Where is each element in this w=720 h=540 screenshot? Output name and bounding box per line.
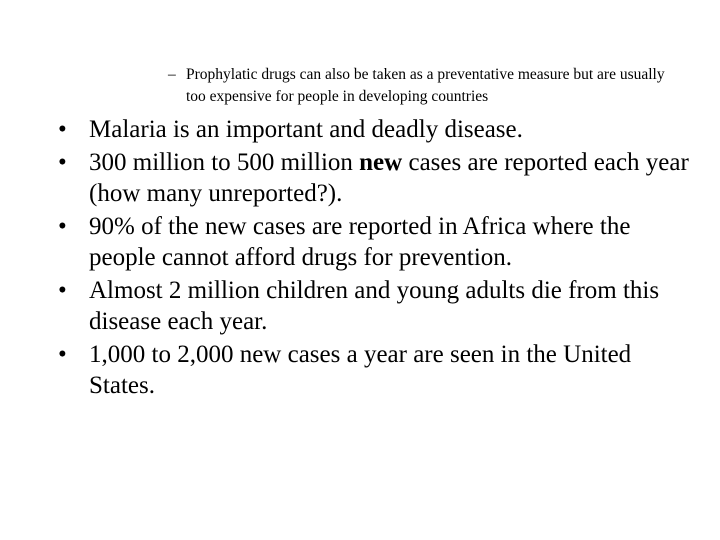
bullet-item-africa xyxy=(58,211,698,273)
bullet-marker: • xyxy=(58,116,67,143)
sub-bullet-dash: – xyxy=(168,66,176,83)
bullet-text: Malaria is an important and deadly disease. xyxy=(89,116,523,143)
sub-bullet-text: Prophylatic drugs can also be taken as a preventative measure but are usually too expensive for people in developing countries xyxy=(186,66,665,105)
sub-bullet-prophylactic xyxy=(168,64,688,108)
bullet-item-new-cases xyxy=(58,147,698,209)
bullet-text: Almost 2 million children and young adults die from this disease each year. xyxy=(89,277,660,335)
bullet-text-before: 300 million to 500 million xyxy=(89,149,360,176)
bullet-item-malaria xyxy=(58,114,698,145)
bullet-text: 1,000 to 2,000 new cases a year are seen in the United States. xyxy=(89,341,632,399)
bullet-text-emphasis: new xyxy=(359,149,403,176)
bullet-text: 90% of the new cases are reported in Africa where the people cannot afford drugs for prevention. xyxy=(89,213,631,271)
bullet-marker: • xyxy=(58,341,67,368)
bullet-item-united-states xyxy=(58,339,698,401)
bullet-list xyxy=(58,114,698,403)
bullet-item-children xyxy=(58,275,698,337)
bullet-text-after: cases are reported each year (how many unreported?). xyxy=(89,149,689,207)
bullet-marker: • xyxy=(58,213,67,240)
bullet-marker: • xyxy=(58,277,67,304)
bullet-marker: • xyxy=(58,149,67,176)
